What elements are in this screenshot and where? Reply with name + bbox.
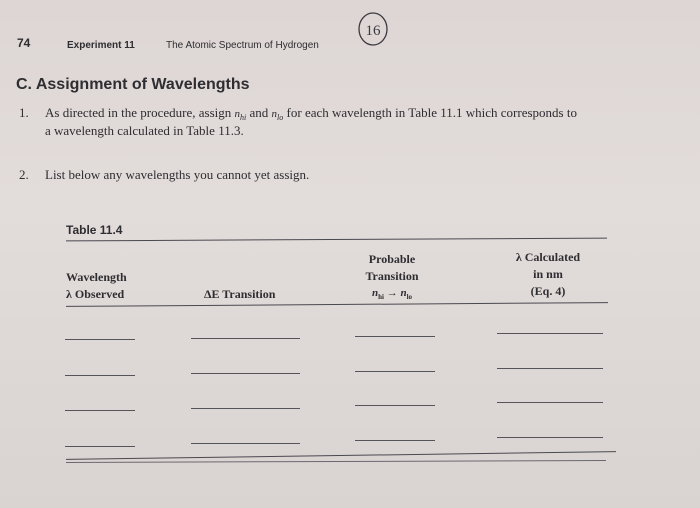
table-bottom-rule-2 [66,460,606,463]
blank-row-4-col-3[interactable] [355,440,435,441]
blank-row-1-col-1[interactable] [65,339,135,340]
blank-row-2-col-4[interactable] [497,368,603,369]
blank-row-3-col-4[interactable] [497,402,603,403]
blank-row-3-col-2[interactable] [191,408,300,409]
blank-row-4-col-4[interactable] [497,437,603,438]
blank-row-1-col-2[interactable] [191,338,300,339]
col-lambda-calculated-header: λ Calculated in nm (Eq. 4) [515,250,581,298]
experiment-label: Experiment 11 [67,40,135,51]
item-1-number: 1. [19,105,29,120]
item-2-number: 2. [19,167,29,182]
blank-row-2-col-3[interactable] [355,371,435,372]
blank-row-4-col-1[interactable] [65,446,135,447]
blank-row-2-col-1[interactable] [65,375,135,376]
item-1-text-b: for each wavelength in Table 11.1 which corresponds to [286,105,577,120]
experiment-title: The Atomic Spectrum of Hydrogen [166,40,319,51]
item-1-line-2: a wavelength calculated in Table 11.3. [45,123,244,138]
blank-row-4-col-2[interactable] [191,443,300,444]
handwritten-mark-text: 16 [365,23,381,39]
handwritten-page-mark [356,8,390,48]
n-lo-symbol: $n_{lo}$ [271,108,284,123]
table-bottom-rule [66,451,616,460]
item-2-text: List below any wavelengths you cannot yet assign. [45,167,310,182]
item-1-line-1 [45,105,577,122]
col-probable-transition-header: Probable Transition $n_{hi} \to n_{lo}$ [352,251,432,306]
blank-row-1-col-3[interactable] [355,336,435,337]
item-1-text-a: As directed in the procedure, assign [45,105,232,120]
blank-row-3-col-3[interactable] [355,405,435,406]
page-number: 74 [17,36,31,50]
item-1-and: and [249,105,269,120]
col-wavelength-observed-header: Wavelength λ Observed [66,270,127,301]
table-title: Table 11.4 [66,223,123,237]
blank-row-3-col-1[interactable] [65,410,135,411]
blank-row-1-col-4[interactable] [497,333,603,334]
table-header-rule [66,302,608,307]
n-hi-symbol: $n_{hi}$ [234,108,247,123]
transition-formula: $n_{hi} \to n_{lo}$ [371,287,413,302]
section-title: C. Assignment of Wavelengths [16,76,250,93]
col-delta-e-transition-header: ΔE Transition [204,287,276,301]
table-top-rule [66,238,607,242]
blank-row-2-col-2[interactable] [191,373,300,374]
